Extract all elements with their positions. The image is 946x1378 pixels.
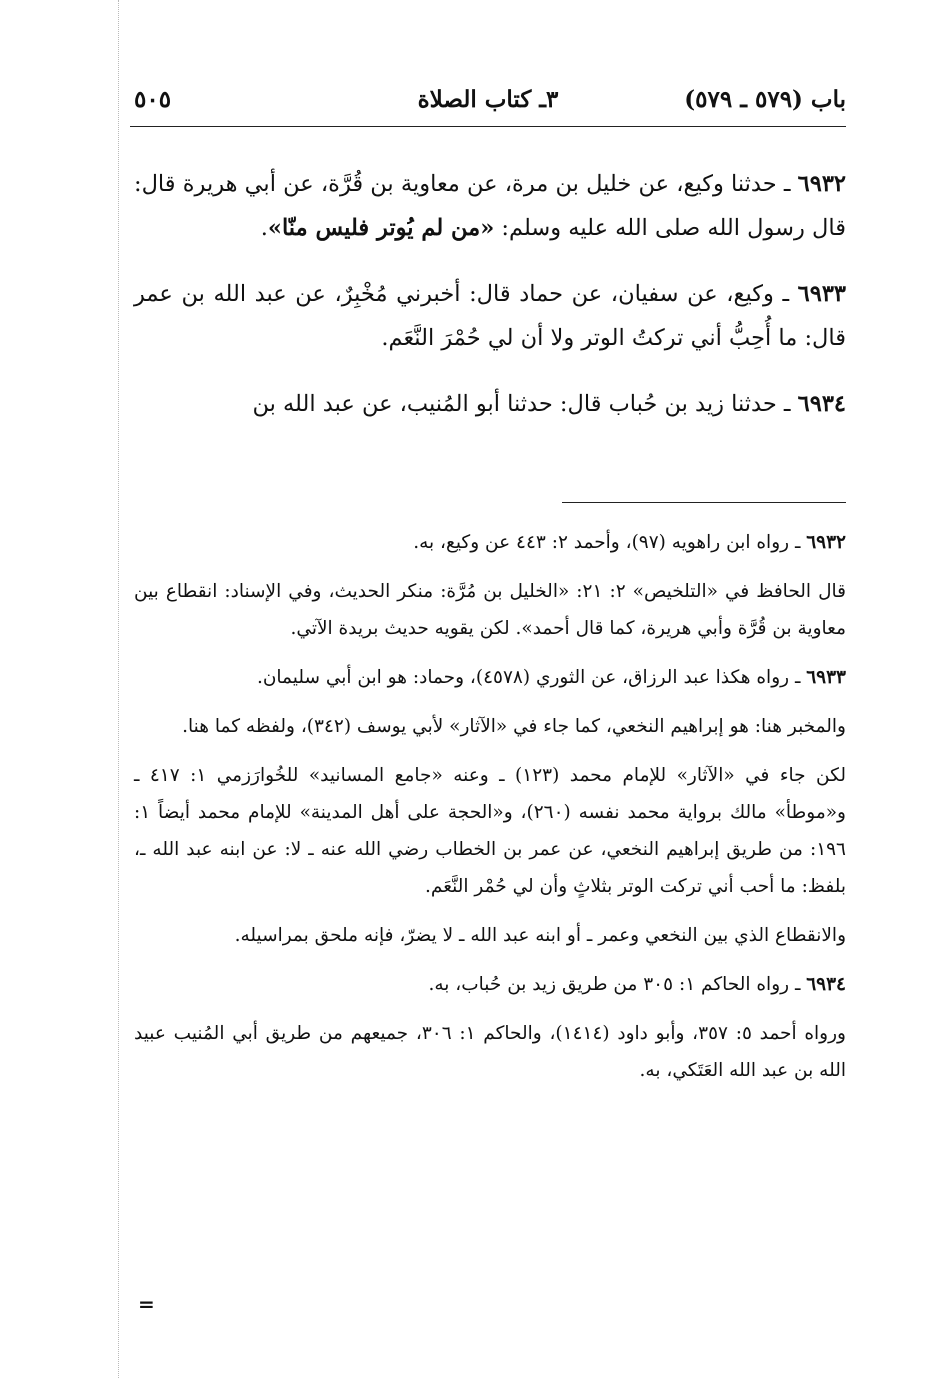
footnote-separator (562, 502, 846, 503)
footnotes (134, 524, 846, 1101)
hadith-quote: «من لم يُوتر فليس منّا» (267, 215, 495, 241)
footnote (134, 524, 846, 561)
footnote-text: ـ رواه ابن راهويه (٩٧)، وأحمد ٢: ٤٤٣ عن وكيع، به. (413, 532, 807, 553)
footnote-text: قال الحافظ في «التلخيص» ٢: ٢١: «الخليل بن مُرَّة: منكر الحديث، وفي الإسناد: انقطاع بين معاوية بن قُرَّة وأبي هريرة، كما قال أحمد». لكن يقويه حديث بريدة الآتي. (134, 581, 846, 639)
hadith-paragraph (134, 382, 846, 426)
footnote-number: ٦٩٣٣ (806, 667, 846, 688)
hadith-number: ٦٩٣٣ (797, 281, 846, 307)
footnote-text: والمخبر هنا: هو إبراهيم النخعي، كما جاء في «الآثار» لأبي يوسف (٣٤٢)، ولفظه كما هنا. (182, 716, 846, 737)
running-header (130, 82, 846, 127)
footnote-text: ورواه أحمد ٥: ٣٥٧، وأبو داود (١٤١٤)، والحاكم ١: ٣٠٦، جميعهم من طريق أبي المُنيب عبيد الله بن عبد الله العَتَكي، به. (134, 1023, 846, 1081)
footnote (134, 573, 846, 647)
footnote-text: لكن جاء في «الآثار» للإمام محمد (١٢٣) ـ وعنه «جامع المسانيد» للخُوارَزمي ١: ٤١٧ ـ و«موطأ» مالك برواية محمد نفسه (٢٦٠)، و«الحجة على أهل المدينة» للإمام محمد أيضاً ١: ١٩٦: من طريق إبراهيم النخعي، عن عمر بن الخطاب رضي الله عنه ـ لا: عن ابنه عبد الله ـ، بلفظ: ما أحب أني تركت الوتر بثلاثٍ وأن لي حُمْر النَّعَم. (134, 765, 846, 897)
continuation-mark: = (138, 1292, 155, 1316)
page-gutter-line (118, 0, 119, 1378)
hadith-paragraph (134, 162, 846, 250)
hadith-number: ٦٩٣٢ (797, 171, 846, 197)
hadith-text: ـ حدثنا وكيع، عن خليل بن مرة، عن معاوية بن قُرَّة، عن أبي هريرة قال: قال رسول الله صلى الله عليه وسلم: (134, 171, 846, 241)
footnote-text: ـ رواه الحاكم ١: ٣٠٥ من طريق زيد بن حُباب، به. (428, 974, 807, 995)
footnote (134, 757, 846, 905)
book-title: ٣ـ كتاب الصلاة (417, 86, 559, 113)
main-text (134, 162, 846, 448)
footnote (134, 659, 846, 696)
hadith-text: ـ حدثنا زيد بن حُباب قال: حدثنا أبو المُنيب، عن عبد الله بن (252, 391, 798, 417)
footnote-number: ٦٩٣٤ (806, 974, 846, 995)
footnote (134, 917, 846, 954)
hadith-end: . (260, 215, 268, 241)
footnote (134, 1015, 846, 1089)
hadith-text: ـ وكيع، عن سفيان، عن حماد قال: أخبرني مُخْبِرٌ، عن عبد الله بن عمر قال: ما أُحِبُّ أني تركتُ الوتر ولا أن لي حُمْرَ النَّعَم. (134, 281, 846, 351)
chapter-range: باب (٥٧٩ ـ ٥٧٩) (684, 86, 846, 113)
footnote (134, 708, 846, 745)
hadith-number: ٦٩٣٤ (797, 391, 846, 417)
page-number: ٥٠٥ (134, 86, 172, 113)
footnote-text: ـ رواه هكذا عبد الرزاق، عن الثوري (٤٥٧٨)، وحماد: هو ابن أبي سليمان. (256, 667, 807, 688)
footnote (134, 966, 846, 1003)
footnote-text: والانقطاع الذي بين النخعي وعمر ـ أو ابنه عبد الله ـ لا يضرّ، فإنه ملحق بمراسيله. (234, 925, 846, 946)
footnote-number: ٦٩٣٢ (806, 532, 846, 553)
hadith-paragraph (134, 272, 846, 360)
